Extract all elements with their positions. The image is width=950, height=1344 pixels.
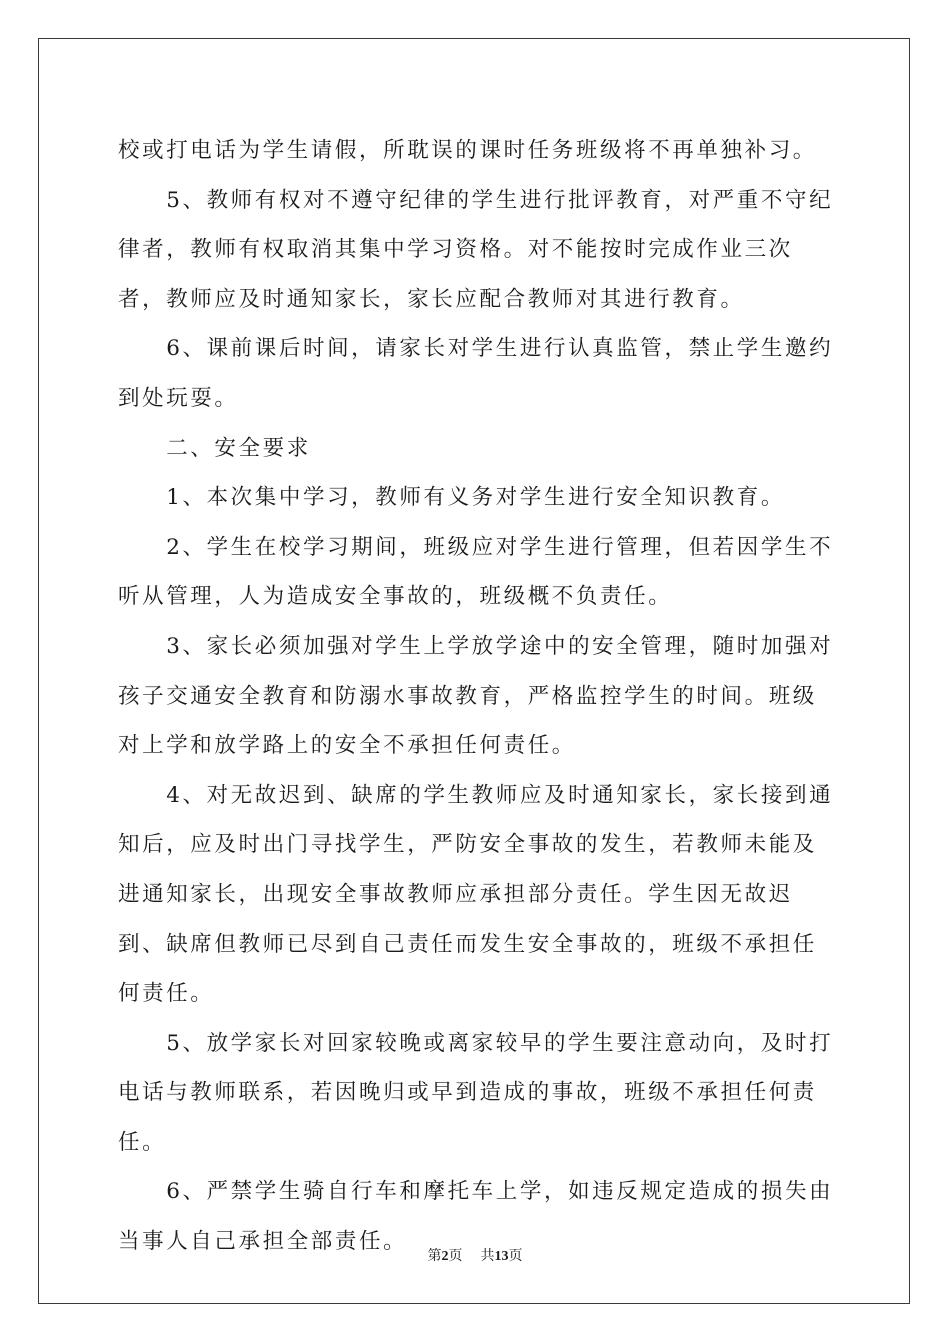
paragraph-rule-6: 6、课前课后时间，请家长对学生进行认真监管，禁止学生邀约到处玩耍。	[118, 336, 834, 411]
paragraph-continuation: 校或打电话为学生请假，所耽误的课时任务班级将不再单独补习。	[118, 138, 817, 163]
paragraph-safety-4: 4、对无故迟到、缺席的学生教师应及时通知家长，家长接到通知后，应及时出门寻找学生，严防安全事故的发生，若教师未能及进通知家长，出现安全事故教师应承担部分责任。学生因无故迟到、缺席但教师已尽到自己责任而发生安全事故的，班级不承担任何责任。	[118, 782, 834, 1007]
paragraph-rule-5: 5、教师有权对不遵守纪律的学生进行批评教育，对严重不守纪律者，教师有权取消其集中学习资格。对不能按时完成作业三次者，教师应及时通知家长，家长应配合教师对其进行教育。	[118, 187, 834, 312]
paragraph-safety-1: 1、本次集中学习，教师有义务对学生进行安全知识教育。	[118, 485, 785, 511]
paragraph-safety-6: 6、严禁学生骑自行车和摩托车上学，如违反规定造成的损失由当事人自己承担全部责任。	[118, 1179, 834, 1255]
page-suffix: 页	[448, 1249, 463, 1264]
total-suffix: 页	[508, 1249, 523, 1264]
paragraph-safety-3: 3、家长必须加强对学生上学放学途中的安全管理，随时加强对孩子交通安全教育和防溺水事故教育，严格监控学生的时间。班级对上学和放学路上的安全不承担任何责任。	[118, 633, 834, 759]
page-prefix: 第	[427, 1249, 442, 1264]
section-heading-safety: 二、安全要求	[118, 435, 311, 461]
paragraph-safety-2: 2、学生在校学习期间，班级应对学生进行管理，但若因学生不听从管理，人为造成安全事故的，班级概不负责任。	[118, 534, 834, 610]
paragraph-safety-5: 5、放学家长对回家较晚或离家较早的学生要注意动向，及时打电话与教师联系，若因晚归或早到造成的事故，班级不承担任何责任。	[118, 1030, 834, 1155]
total-prefix: 共	[480, 1249, 495, 1264]
page-number: 2	[441, 1249, 449, 1264]
page-footer	[0, 1245, 950, 1265]
document-body	[118, 126, 838, 1267]
total-pages: 13	[494, 1249, 509, 1264]
